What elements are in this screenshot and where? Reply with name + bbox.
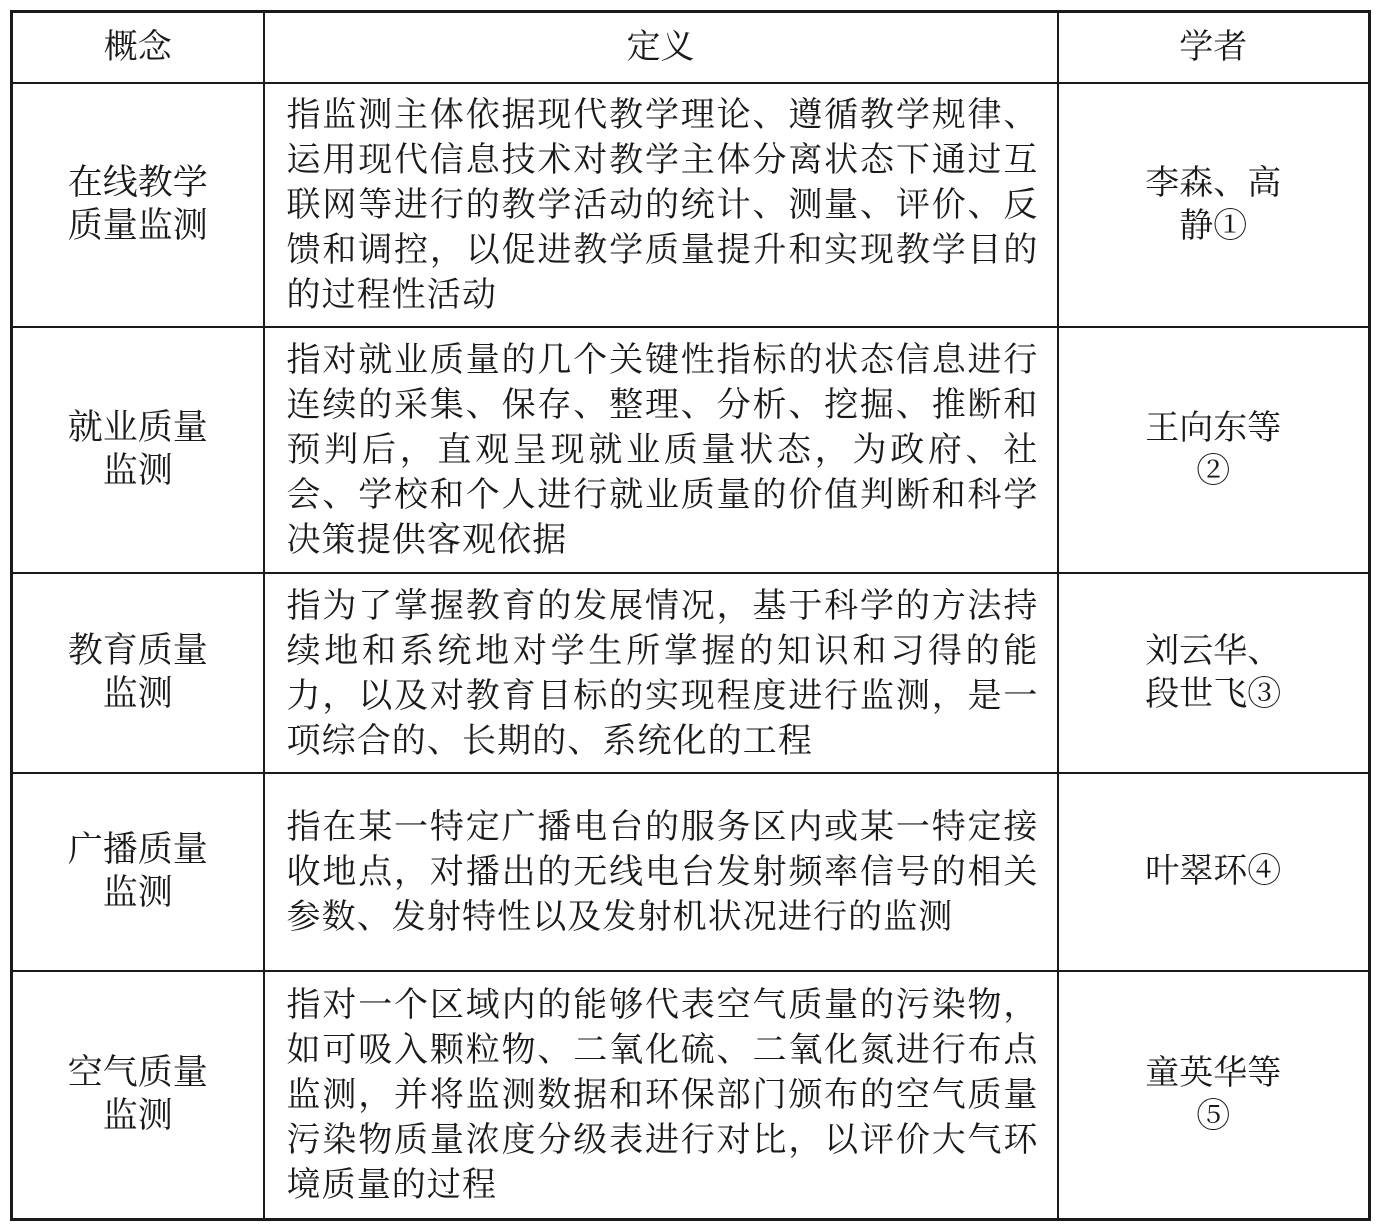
table-row bbox=[12, 83, 1370, 327]
scholar-cell bbox=[1058, 327, 1370, 573]
table-header-row bbox=[12, 12, 1370, 83]
table-row bbox=[12, 573, 1370, 773]
concept-cell bbox=[12, 773, 264, 971]
definition-cell: 指对一个区域内的能够代表空气质量的污染物，如可吸入颗粒物、二氧化硫、二氧化氮进行布点监测，并将监测数据和环保部门颁布的空气质量污染物质量浓度分级表进行对比，以评价大气环境质量的过程 bbox=[264, 971, 1058, 1220]
scholar-text: 童英华等⑤ bbox=[1145, 1052, 1282, 1136]
scholar-cell bbox=[1058, 573, 1370, 773]
scholar-cell bbox=[1058, 773, 1370, 971]
table-row bbox=[12, 773, 1370, 971]
concept-text: 空气质量监测 bbox=[67, 1052, 208, 1136]
definition-cell: 指对就业质量的几个关键性指标的状态信息进行连续的采集、保存、整理、分析、挖掘、推断和预判后，直观呈现就业质量状态，为政府、社会、学校和个人进行就业质量的价值判断和科学决策提供客观依据 bbox=[264, 327, 1058, 573]
definition-cell: 指为了掌握教育的发展情况，基于科学的方法持续地和系统地对学生所掌握的知识和习得的能力，以及对教育目标的实现程度进行监测，是一项综合的、长期的、系统化的工程 bbox=[264, 573, 1058, 773]
concept-text: 广播质量监测 bbox=[67, 829, 208, 913]
definition-table-container bbox=[10, 10, 1368, 1221]
scholar-text: 王向东等② bbox=[1145, 407, 1282, 491]
concept-cell bbox=[12, 83, 264, 327]
concept-text: 教育质量监测 bbox=[67, 630, 208, 714]
header-scholar: 学者 bbox=[1058, 12, 1370, 83]
concept-cell bbox=[12, 573, 264, 773]
concept-cell bbox=[12, 971, 264, 1220]
scholar-text: 刘云华、段世飞③ bbox=[1145, 630, 1282, 714]
scholar-text: 叶翠环④ bbox=[1145, 851, 1282, 891]
table-row bbox=[12, 327, 1370, 573]
table-row bbox=[12, 971, 1370, 1220]
concept-definition-table bbox=[10, 10, 1371, 1221]
definition-cell: 指在某一特定广播电台的服务区内或某一特定接收地点，对播出的无线电台发射频率信号的相关参数、发射特性以及发射机状况进行的监测 bbox=[264, 773, 1058, 971]
concept-text: 就业质量监测 bbox=[67, 407, 208, 491]
concept-text: 在线教学质量监测 bbox=[67, 162, 208, 246]
concept-cell bbox=[12, 327, 264, 573]
header-definition: 定义 bbox=[264, 12, 1058, 83]
scholar-cell bbox=[1058, 83, 1370, 327]
scholar-cell bbox=[1058, 971, 1370, 1220]
header-concept: 概念 bbox=[12, 12, 264, 83]
scholar-text: 李森、高静① bbox=[1145, 162, 1282, 246]
definition-cell: 指监测主体依据现代教学理论、遵循教学规律、运用现代信息技术对教学主体分离状态下通过互联网等进行的教学活动的统计、测量、评价、反馈和调控，以促进教学质量提升和实现教学目的的过程性活动 bbox=[264, 83, 1058, 327]
